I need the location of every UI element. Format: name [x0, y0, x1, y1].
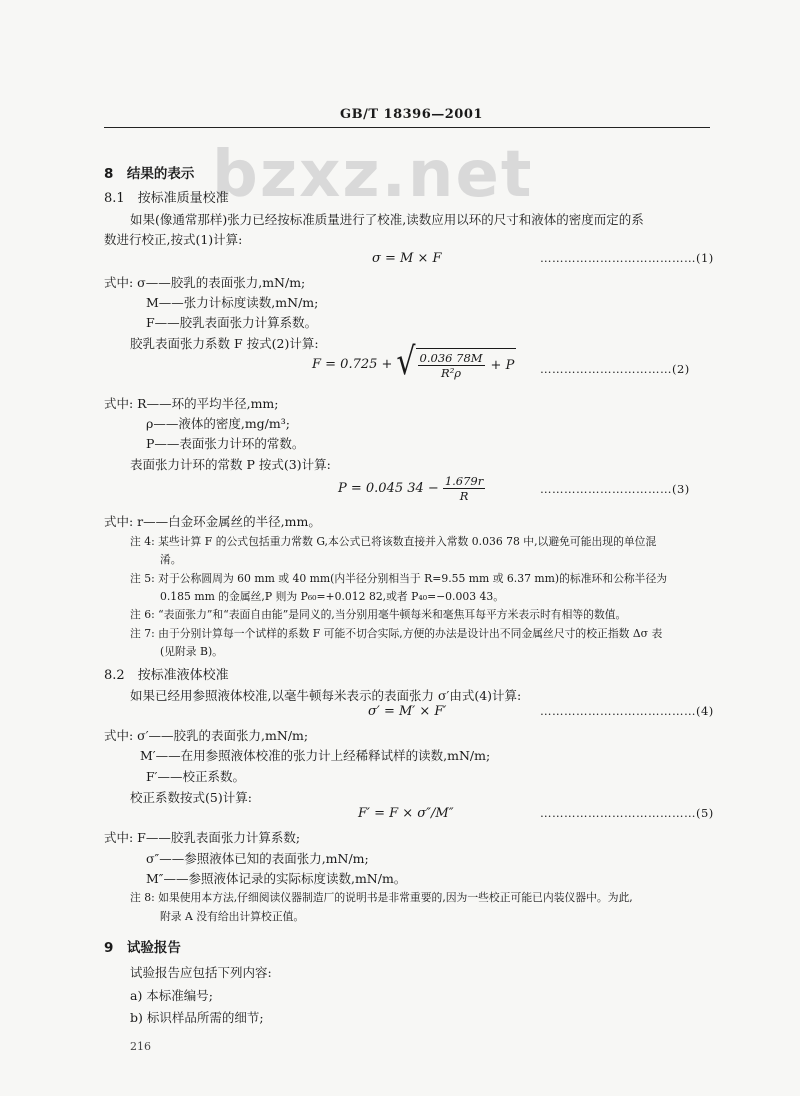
equation-4: σ′ = M′ × F′: [368, 704, 447, 719]
variable-definition: F——胶乳表面张力计算系数。: [146, 315, 318, 330]
paragraph: 如果已经用参照液体校准,以毫牛顿每米表示的表面张力 σ′由式(4)计算:: [130, 688, 522, 703]
variable-definition: M″——参照液体记录的实际标度读数,mN/m。: [146, 871, 407, 886]
equation-3-lhs: P = 0.045 34 −: [338, 481, 439, 496]
equation-4-number: …………………………………(4): [540, 704, 714, 718]
variable-definition: 式中: R——环的平均半径,mm;: [104, 396, 279, 411]
variable-definition: ρ——液体的密度,mg/m³;: [146, 416, 290, 431]
note-5-continued: 0.185 mm 的金属丝,P 则为 P₆₀=+0.012 82,或者 P₄₀=−0.003 43。: [160, 590, 505, 603]
variable-definition: σ″——参照液体已知的表面张力,mN/m;: [146, 851, 369, 866]
equation-2-numerator: 0.036 78M: [419, 351, 483, 365]
equation-2-number: ……………………………(2): [540, 362, 690, 376]
equation-3-numerator: 1.679r: [444, 474, 484, 488]
paragraph: 试验报告应包括下列内容:: [130, 965, 272, 980]
list-item: a) 本标准编号;: [130, 988, 214, 1003]
equation-5: F′ = F × σ″/M″: [358, 806, 454, 821]
note-7: 注 7: 由于分别计算每一个试样的系数 F 可能不切合实际,方便的办法是设计出不同金属丝尺寸的校正指数 Δσ 表: [130, 627, 663, 640]
fraction: [443, 474, 485, 503]
paragraph: 校正系数按式(5)计算:: [130, 790, 252, 805]
variable-definition: 式中: F——胶乳表面张力计算系数;: [104, 830, 301, 845]
paragraph: 表面张力计环的常数 P 按式(3)计算:: [130, 457, 331, 472]
paragraph: 如果(像通常那样)张力已经按标准质量进行了校准,读数应用以环的尺寸和液体的密度而定的系: [130, 212, 644, 227]
section-8-1-title: 8.1 按标准质量校准: [104, 191, 229, 206]
equation-3: [338, 474, 485, 503]
watermark: bzxz.net: [212, 138, 534, 212]
equation-1: σ = M × F: [372, 251, 442, 266]
note-6: 注 6: “表面张力”和“表面自由能”是同义的,当分别用毫牛顿每米和毫焦耳每平方米表示时有相等的数值。: [130, 608, 627, 621]
variable-definition: M′——在用参照液体校准的张力计上经稀释试样的读数,mN/m;: [140, 748, 491, 763]
variable-definition: 式中: r——白金环金属丝的半径,mm。: [104, 514, 321, 529]
variable-definition: P——表面张力计环的常数。: [146, 436, 305, 451]
variable-definition: M——张力计标度读数,mN/m;: [146, 295, 319, 310]
equation-2: [312, 340, 516, 384]
equation-2-plus-p: + P: [490, 358, 515, 373]
note-8-continued: 附录 A 没有给出计算校正值。: [160, 910, 305, 923]
note-4: 注 4: 某些计算 F 的公式包括重力常数 G,本公式已将该数直接并入常数 0.036 78 中,以避免可能出现的单位混: [130, 535, 657, 548]
variable-definition: 式中: σ——胶乳的表面张力,mN/m;: [104, 275, 306, 290]
equation-2-lhs: F = 0.725 +: [312, 356, 393, 372]
fraction: [418, 351, 485, 380]
equation-5-number: …………………………………(5): [540, 806, 714, 820]
standard-number: GB/T 18396—2001: [340, 107, 483, 122]
note-8: 注 8: 如果使用本方法,仔细阅读仪器制造厂的说明书是非常重要的,因为一些校正可能已内装仪器中。为此,: [130, 891, 633, 904]
equation-3-denominator: R: [459, 489, 469, 503]
section-8-2-title: 8.2 按标准液体校准: [104, 668, 229, 683]
square-root: [396, 340, 516, 384]
equation-1-number: …………………………………(1): [540, 251, 714, 265]
section-9-title: 9 试验报告: [104, 940, 181, 956]
list-item: b) 标识样品所需的细节;: [130, 1010, 264, 1025]
paragraph: 胶乳表面张力系数 F 按式(2)计算:: [130, 336, 319, 351]
paragraph: 数进行校正,按式(1)计算:: [104, 232, 243, 247]
radical-sign: √: [396, 340, 416, 384]
variable-definition: 式中: σ′——胶乳的表面张力,mN/m;: [104, 728, 309, 743]
header-rule: [104, 127, 710, 128]
page-number: 216: [130, 1040, 151, 1053]
equation-2-denominator: R²ρ: [441, 366, 462, 380]
variable-definition: F′——校正系数。: [146, 769, 246, 784]
note-7-continued: (见附录 B)。: [160, 645, 223, 658]
equation-3-number: ……………………………(3): [540, 482, 690, 496]
note-5: 注 5: 对于公称圆周为 60 mm 或 40 mm(内半径分别相当于 R=9.55 mm 或 6.37 mm)的标准环和公称半径为: [130, 572, 668, 585]
note-4-continued: 淆。: [160, 553, 182, 566]
section-8-title: 8 结果的表示: [104, 166, 195, 182]
